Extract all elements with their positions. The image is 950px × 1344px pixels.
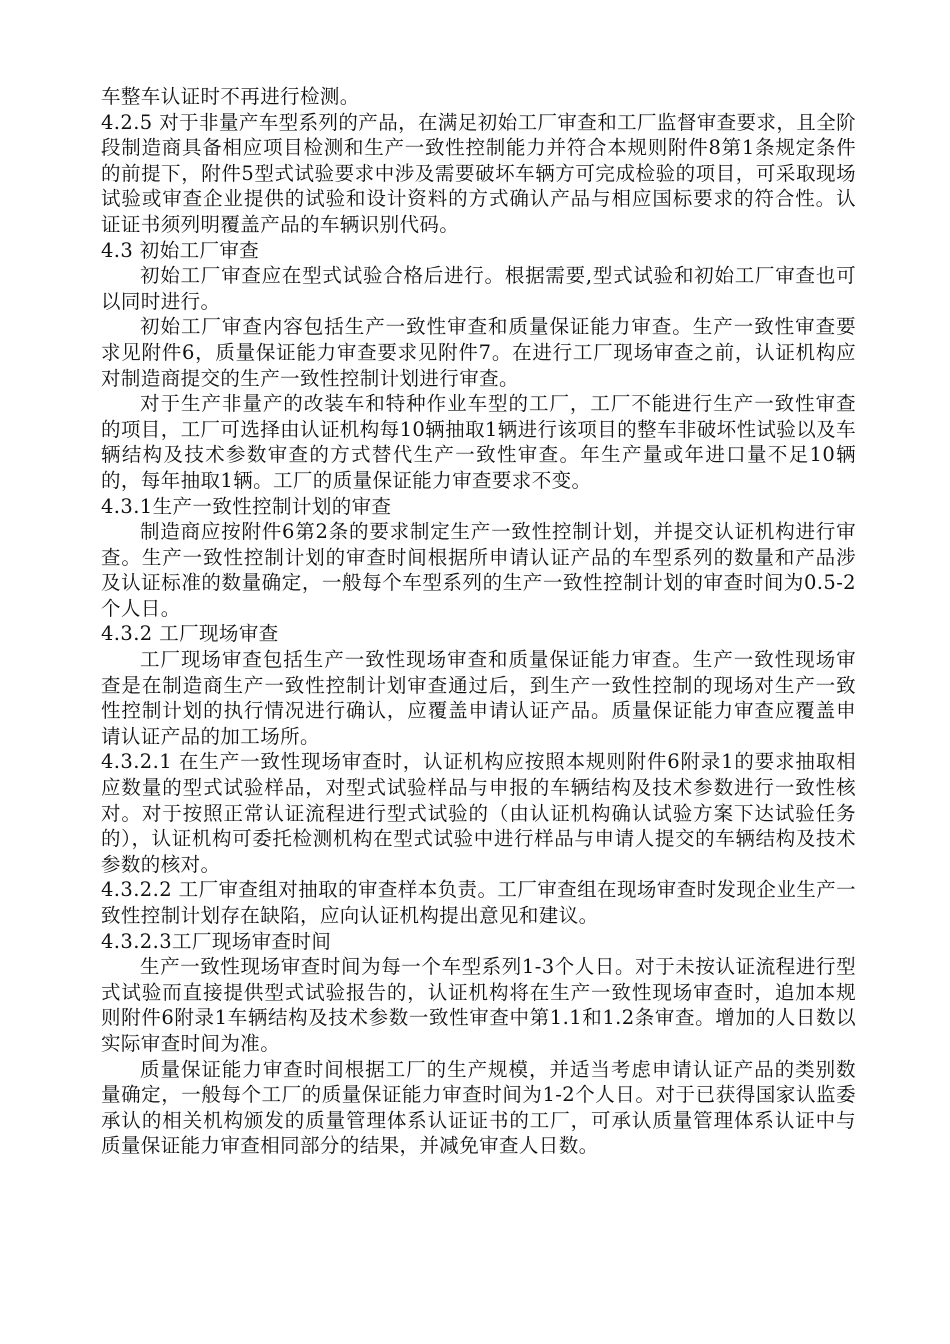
heading-4-3-2: 4.3.2 工厂现场审查 xyxy=(101,622,279,646)
document-page xyxy=(101,84,856,1159)
heading-4-3-1: 4.3.1生产一致性控制计划的审查 xyxy=(101,494,392,518)
paragraph-4-3-2: 工厂现场审查包括生产一致性现场审查和质量保证能力审查。生产一致性现场审查是在制造商生产一致性控制计划审查通过后，到生产一致性控制的现场对生产一致性控制计划的执行情况进行确认，应覆盖申请认证产品。质量保证能力审查应覆盖申请认证产品的加工场所。 xyxy=(101,648,856,748)
paragraph-4-3-b: 初始工厂审查内容包括生产一致性审查和质量保证能力审查。生产一致性审查要求见附件6，质量保证能力审查要求见附件7。在进行工厂现场审查之前，认证机构应对制造商提交的生产一致性控制计划进行审查。 xyxy=(101,315,856,390)
section-4-3-2-1: 4.3.2.1 在生产一致性现场审查时，认证机构应按照本规则附件6附录1的要求抽取相应数量的型式试验样品，对型式试验样品与申报的车辆结构及技术参数进行一致性核对。对于按照正常认证流程进行型式试验的（由认证机构确认试验方案下达试验任务的），认证机构可委托检测机构在型式试验中进行样品与申请人提交的车辆结构及技术参数的核对。 xyxy=(101,750,856,876)
heading-4-3-2-3: 4.3.2.3工厂现场审查时间 xyxy=(101,929,332,953)
paragraph-4-3-2-3-b: 质量保证能力审查时间根据工厂的生产规模，并适当考虑申请认证产品的类别数量确定，一般每个工厂的质量保证能力审查时间为1-2个人日。对于已获得国家认监委承认的相关机构颁发的质量管理体系认证证书的工厂，可承认质量管理体系认证中与质量保证能力审查相同部分的结果，并减免审查人日数。 xyxy=(101,1057,856,1158)
section-4-2-5: 4.2.5 对于非量产车型系列的产品，在满足初始工厂审查和工厂监督审查要求，且全阶段制造商具备相应项目检测和生产一致性控制能力并符合本规则附件8第1条规定条件的前提下，附件5型式试验要求中涉及需要破坏车辆方可完成检验的项目，可采取现场试验或审查企业提供的试验和设计资料的方式确认产品与相应国标要求的符合性。认证证书须列明覆盖产品的车辆识别代码。 xyxy=(101,110,856,236)
paragraph-4-3-2-3-a: 生产一致性现场审查时间为每一个车型系列1-3个人日。对于未按认证流程进行型式试验而直接提供型式试验报告的，认证机构将在生产一致性现场审查时，追加本规则附件6附录1车辆结构及技术参数一致性审查中第1.1和1.2条审查。增加的人日数以实际审查时间为准。 xyxy=(101,955,856,1055)
paragraph-4-3-1: 制造商应按附件6第2条的要求制定生产一致性控制计划，并提交认证机构进行审查。生产一致性控制计划的审查时间根据所申请认证产品的车型系列的数量和产品涉及认证标准的数量确定，一般每个车型系列的生产一致性控制计划的审查时间为0.5-2个人日。 xyxy=(101,520,856,620)
paragraph-4-3-c: 对于生产非量产的改装车和特种作业车型的工厂，工厂不能进行生产一致性审查的项目，工厂可选择由认证机构每10辆抽取1辆进行该项目的整车非破坏性试验以及车辆结构及技术参数审查的方式替代生产一致性审查。年生产量或年进口量不足10辆的，每年抽取1辆。工厂的质量保证能力审查要求不变。 xyxy=(101,392,856,492)
paragraph-1: 车整车认证时不再进行检测。 xyxy=(101,85,360,108)
section-4-3-2-2: 4.3.2.2 工厂审查组对抽取的审查样本负责。工厂审查组在现场审查时发现企业生产一致性控制计划存在缺陷，应向认证机构提出意见和建议。 xyxy=(101,878,856,927)
heading-4-3: 4.3 初始工厂审查 xyxy=(101,238,260,262)
paragraph-4-3-a: 初始工厂审查应在型式试验合格后进行。根据需要,型式试验和初始工厂审查也可以同时进行。 xyxy=(101,264,856,313)
